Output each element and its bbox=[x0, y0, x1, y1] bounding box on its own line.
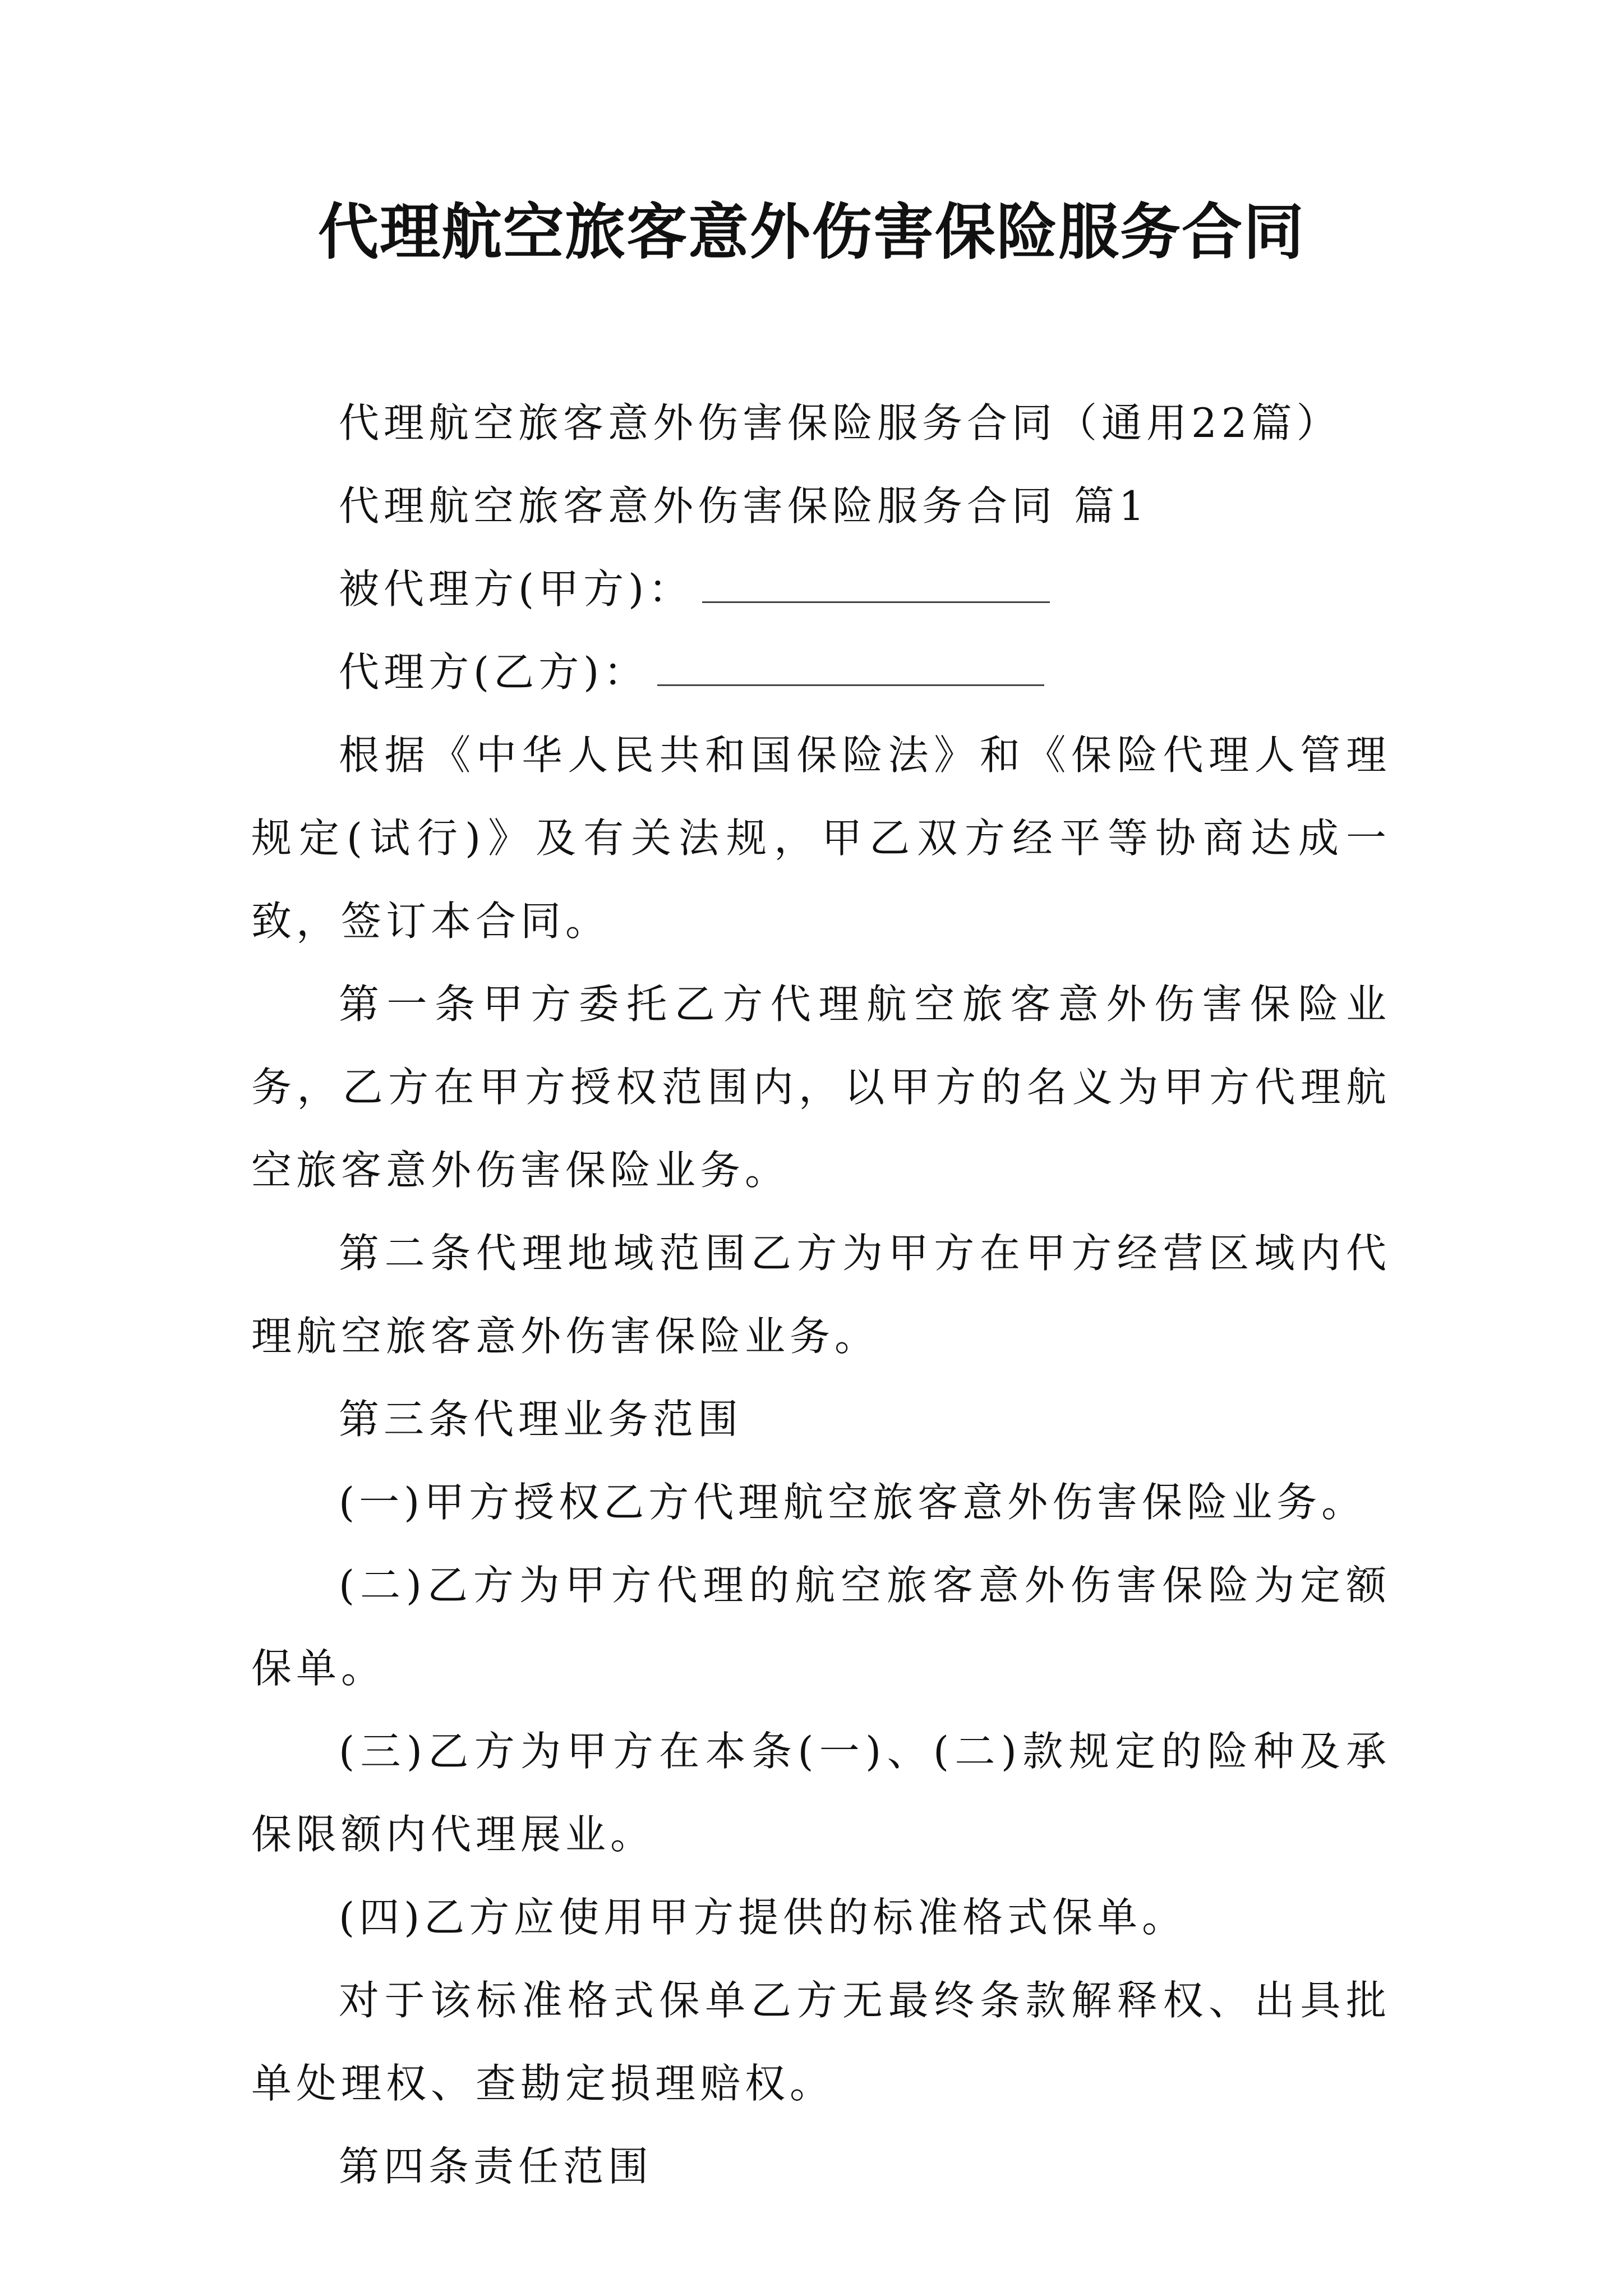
paragraph-article-4: 第四条责任范围 bbox=[339, 2143, 653, 2190]
paragraph-article-3-item-4: (四)乙方应使用甲方提供的标准格式保单。 bbox=[339, 1894, 1187, 1941]
party-a-blank bbox=[702, 568, 1050, 603]
paragraph-article-3-item-3: (三)乙方为甲方在本条(一)、(二)款规定的险种及承保限额内代理展业。 bbox=[251, 1728, 1391, 1858]
party-a-line bbox=[251, 547, 1391, 631]
paragraph-article-3-item-2: (二)乙方为甲方代理的航空旅客意外伤害保险为定额保单。 bbox=[251, 1562, 1391, 1692]
paragraph-article-3-item-1: (一)甲方授权乙方代理航空旅客意外伤害保险业务。 bbox=[339, 1479, 1367, 1526]
party-a-label: 被代理方(甲方)： bbox=[339, 565, 694, 613]
paragraph-article-2: 第二条代理地域范围乙方为甲方在甲方经营区域内代理航空旅客意外伤害保险业务。 bbox=[251, 1230, 1391, 1360]
paragraph-article-1: 第一条甲方委托乙方代理航空旅客意外伤害保险业务，乙方在甲方授权范围内，以甲方的名义为甲方代理航空旅客意外伤害保险业务。 bbox=[251, 981, 1391, 1194]
paragraph-intro: 根据《中华人民共和国保险法》和《保险代理人管理规定(试行)》及有关法规，甲乙双方经平等协商达成一致，签订本合同。 bbox=[251, 731, 1391, 945]
paragraph-article-3: 第三条代理业务范围 bbox=[339, 1396, 743, 1443]
party-b-line bbox=[251, 631, 1391, 714]
party-b-label: 代理方(乙方)： bbox=[339, 648, 649, 696]
party-b-blank bbox=[657, 651, 1044, 686]
document-subtitle: 代理航空旅客意外伤害保险服务合同（通用22篇） bbox=[339, 399, 1341, 447]
paragraph-article-3-note: 对于该标准格式保单乙方无最终条款解释权、出具批单处理权、查勘定损理赔权。 bbox=[251, 1977, 1391, 2107]
section-heading: 代理航空旅客意外伤害保险服务合同 篇1 bbox=[339, 482, 1149, 530]
document-title: 代理航空旅客意外伤害保险服务合同 bbox=[317, 197, 1305, 268]
document-body bbox=[251, 381, 1391, 2208]
